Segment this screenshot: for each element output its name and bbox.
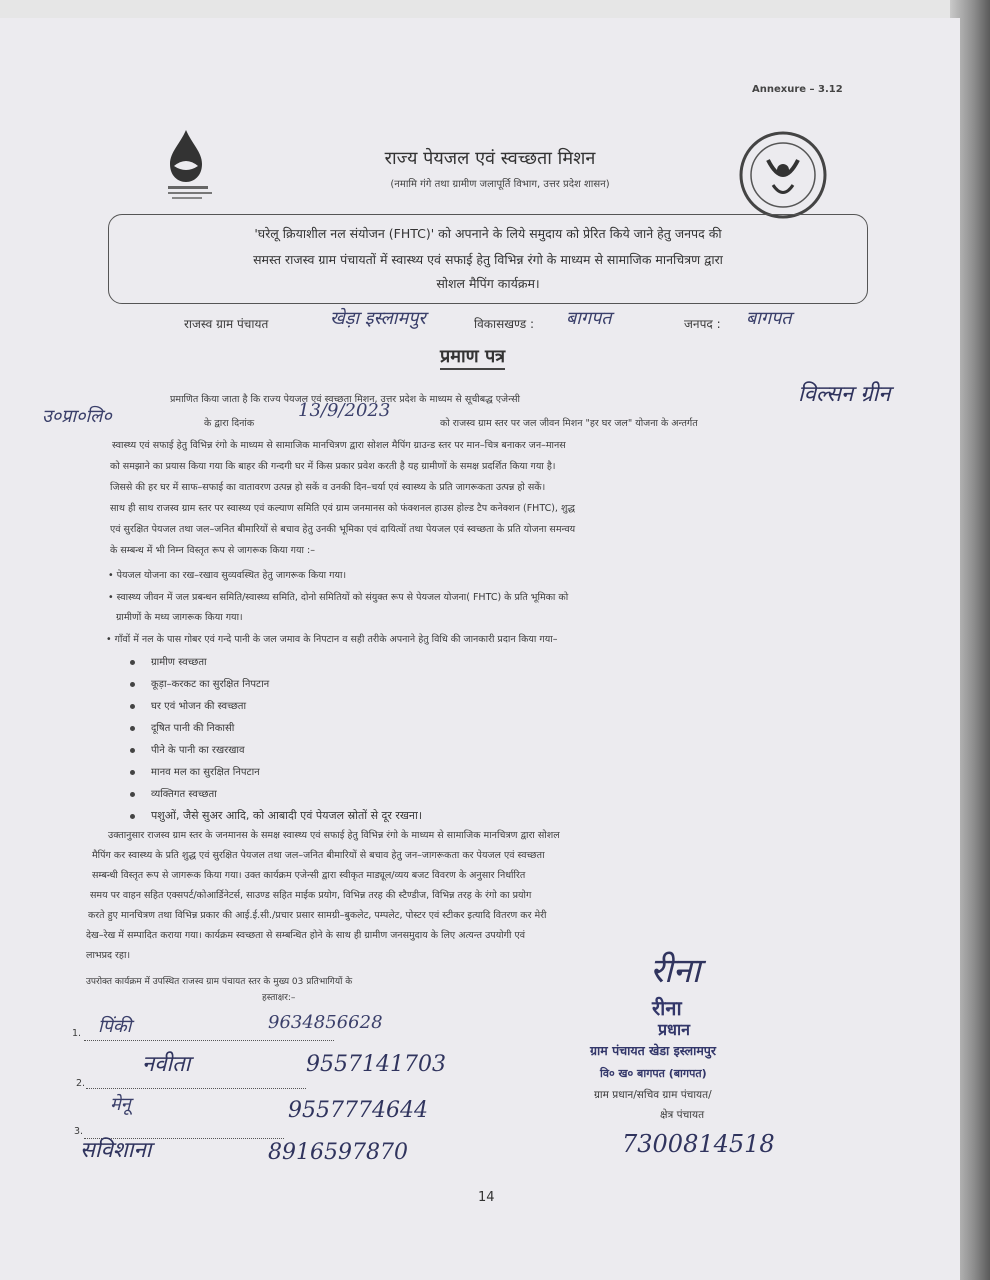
date-handwritten: 13/9/2023	[298, 400, 391, 421]
participants-intro: उपरोक्त कार्यक्रम में उपस्थित राजस्व ग्राम पंचायत स्तर के मुख्य 03 प्रतिभागियों के	[86, 977, 353, 987]
conclusion-line: लाभप्रद रहा।	[86, 950, 131, 961]
participant-number: 2.	[76, 1078, 86, 1089]
sub-point: घर एवं भोजन की स्वच्छता	[130, 698, 246, 712]
participant-number: 1.	[72, 1028, 82, 1039]
stamp-line-2: वि० ख० बागपत (बागपत)	[600, 1067, 707, 1080]
programme-line-3: सोशल मैपिंग कार्यक्रम।	[436, 276, 540, 291]
agency-handwritten: विल्सन ग्रीन	[798, 382, 891, 407]
programme-box	[108, 214, 868, 304]
point-item: ग्रामीणों के मध्य जागरूक किया गया।	[116, 612, 243, 623]
agency-handwritten-2: उ०प्रा०लि०	[42, 406, 112, 427]
document-page	[0, 18, 960, 1280]
district-label: जनपद :	[684, 317, 721, 331]
point-item: • स्वास्थ्य जीवन में जल प्रबन्धन समिति/स्वास्थ्य समिति, दोनो समितियों को संयुक्त रूप से पेयजल योजना( FHTC) के प्रति भूमिका को	[108, 592, 569, 603]
panchayat-label: राजस्व ग्राम पंचायत	[184, 317, 269, 331]
sub-point: पशुओं, जैसे सुअर आदि, को आबादी एवं पेयजल स्रोतों से दूर रखना।	[130, 808, 422, 823]
intro-text-3: को राजस्व ग्राम स्तर पर जल जीवन मिशन "हर घर जल" योजना के अन्तर्गत	[440, 418, 698, 429]
conclusion-line: मैपिंग कर स्वास्थ्य के प्रति शुद्ध एवं सुरक्षित पेयजल तथा जल–जनित बीमारियों से बचाव हेतु जन–जागरूकता कर पेयजल एवं स्वच्छता	[92, 850, 545, 861]
block-label: विकासखण्ड :	[474, 317, 535, 331]
annexure-label: Annexure – 3.12	[752, 84, 843, 95]
intro-line: स्वास्थ्य एवं सफाई हेतु विभिन्न रंगो के माध्यम से सामाजिक मानचित्रण द्वारा सोशल मैपिंग ग्राउन्ड स्तर पर मान–चित्र बनाकर जन–मानस	[112, 440, 566, 451]
participant-2-name: नवीता	[142, 1052, 191, 1077]
conclusion-line: उक्तानुसार राजस्व ग्राम स्तर के जनमानस के समक्ष स्वास्थ्य एवं सफाई हेतु विभिन्न रंगो के माध्यम से सामाजिक मानचित्रण द्वारा सोशल	[108, 830, 560, 841]
sub-point: दूषित पानी की निकासी	[130, 720, 234, 734]
page-number: 14	[478, 1190, 495, 1205]
pradhan-title: प्रधान	[658, 1020, 690, 1039]
header-title: राज्य पेयजल एवं स्वच्छता मिशन	[384, 148, 596, 169]
programme-line-1: 'घरेलू क्रियाशील नल संयोजन (FHTC)' को अपनाने के लिये समुदाय को प्रेरित किये जाने हेतु जनपद की	[254, 226, 722, 241]
conclusion-line: देख–रेख में सम्पादित कराया गया। कार्यक्रम स्वच्छता से सम्बन्धित होने के साथ ही ग्रामीण जनसमुदाय के लिए अत्यन्त उपयोगी एवं	[86, 930, 526, 941]
participant-1-name: पिंकी	[98, 1016, 132, 1037]
panchayat-value: खेड़ा इस्लामपुर	[330, 308, 426, 329]
conclusion-line: समय पर वाहन सहित एक्सपर्ट/कोआर्डिनेटर्स, साउण्ड सहित माईक प्रयोग, विभिन्न तरह की स्टैण्डीज, विभिन्न तरह के रंगो का प्रयोग	[90, 890, 532, 901]
intro-line: को समझाने का प्रयास किया गया कि बाहर की गन्दगी घर में किस प्रकार प्रवेश करती है यह ग्रामीणों के समक्ष प्रदर्शित किया गया है।	[110, 461, 556, 472]
participant-3-phone: 9557774644	[288, 1098, 428, 1123]
participant-4-phone: 8916597870	[268, 1140, 408, 1165]
sub-point: पीने के पानी का रखरखाव	[130, 742, 245, 756]
participant-number: 3.	[74, 1126, 84, 1137]
intro-line: के सम्बन्ध में भी निम्न विस्तृत रूप से जागरूक किया गया :–	[110, 545, 315, 556]
sub-point: व्यक्तिगत स्वच्छता	[130, 786, 217, 800]
intro-line: जिससे की हर घर में साफ–सफाई का वातावरण उत्पन्न हो सकें व उनकी दिन–चर्या एवं स्वास्थ्य के प्रति जागरूकता उत्पन्न हो सकें।	[110, 482, 546, 493]
point-item: • पेयजल योजना का रख–रखाव सुव्यवस्थित हेतु जागरूक किया गया।	[108, 570, 347, 581]
intro-text-2: के द्वारा दिनांक	[204, 418, 255, 429]
point-item: • गाँवों में नल के पास गोबर एवं गन्दे पानी के जल जमाव के निपटान व सही तरीके अपनाने हेतु विधि की जानकारी प्रदान किया गया–	[106, 634, 558, 645]
jal-jeevan-mission-logo	[162, 126, 222, 206]
pradhan-name: रीना	[652, 996, 682, 1020]
district-value: बागपत	[746, 308, 792, 329]
certificate-title: प्रमाण पत्र	[440, 344, 505, 370]
sub-point: ग्रामीण स्वच्छता	[130, 654, 207, 668]
participant-3-name: मेनू	[110, 1094, 131, 1115]
participant-1-phone: 9634856628	[268, 1012, 383, 1033]
header-subtitle: (नमामि गंगे तथा ग्रामीण जलापूर्ति विभाग, उत्तर प्रदेश शासन)	[390, 179, 610, 190]
intro-text-1: प्रमाणित किया जाता है कि राज्य पेयजल एवं स्वच्छता मिशन, उत्तर प्रदेश के माध्यम से सूचीबद्ध एजेन्सी	[170, 394, 521, 405]
stamp-line-1: ग्राम पंचायत खेडा इस्लामपुर	[590, 1043, 717, 1058]
pradhan-role-2: क्षेत्र पंचायत	[660, 1109, 705, 1121]
participant-4-name: सविशाना	[80, 1138, 152, 1163]
up-government-emblem	[738, 130, 828, 220]
conclusion-line: सम्बन्धी विस्तृत रूप से जागरूक किया गया। उक्त कार्यक्रम एजेन्सी द्वारा स्वीकृत माड्यूल/व्यय बजट विवरण के अनुसार निर्धारित	[92, 870, 526, 881]
pradhan-role: ग्राम प्रधान/सचिव ग्राम पंचायत/	[594, 1089, 712, 1101]
sub-point: कूड़ा–करकट का सुरक्षित निपटान	[130, 676, 269, 690]
participants-sign-label: हस्ताक्षर:–	[262, 993, 296, 1003]
sub-point: मानव मल का सुरक्षित निपटान	[130, 764, 260, 778]
pradhan-phone: 7300814518	[622, 1130, 775, 1158]
conclusion-line: करते हुए मानचित्रण तथा विभिन्न प्रकार की आई.ई.सी./प्रचार प्रसार सामग्री–बुकलेट, पम्पलेट, पोस्टर एवं स्टीकर इत्यादि वितरण कर मेरी	[88, 910, 547, 921]
intro-line: साथ ही साथ राजस्व ग्राम स्तर पर स्वास्थ्य एवं कल्याण समिति एवं ग्राम जनमानस को फंक्शनल हाउस होल्ड टैप कनेक्शन (FHTC), शुद्ध	[110, 503, 575, 514]
intro-line: एवं सुरक्षित पेयजल तथा जल–जनित बीमारियों से बचाव हेतु उनकी भूमिका एवं दायित्वों तथा पेयजल एवं स्वच्छता के प्रति योजना समन्वय	[110, 524, 576, 535]
participant-2-phone: 9557141703	[306, 1052, 446, 1077]
programme-line-2: समस्त राजस्व ग्राम पंचायतों में स्वास्थ्य एवं सफाई हेतु विभिन्न रंगो के माध्यम से सामाजिक मानचित्रण द्वारा	[253, 252, 723, 267]
block-value: बागपत	[566, 308, 612, 329]
pradhan-signature: रीना	[650, 951, 701, 991]
